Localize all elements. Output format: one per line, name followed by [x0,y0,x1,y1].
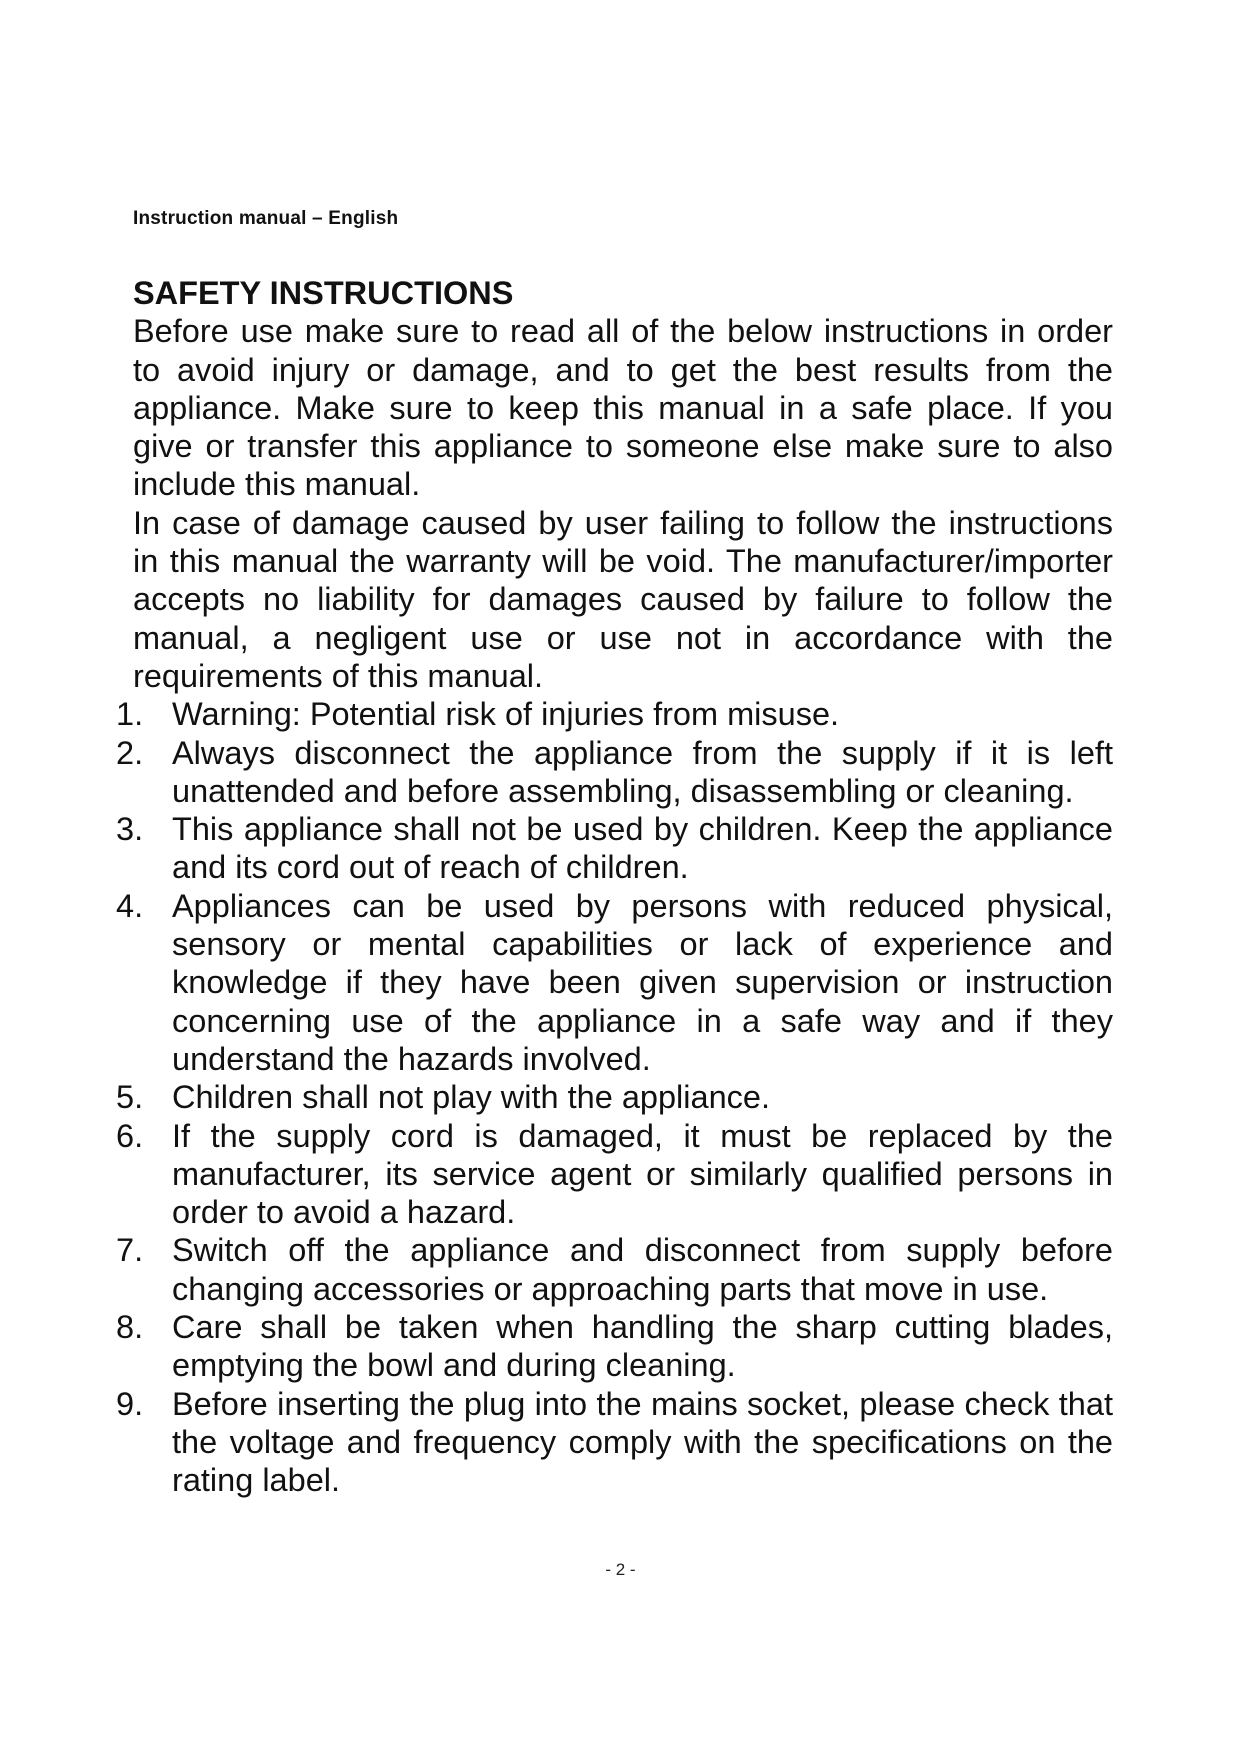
list-item-text: This appliance shall not be used by children. Keep the appliance and its cord out of reach of children. [172,811,1113,886]
list-item [116,734,1113,811]
list-item-text: Warning: Potential risk of injuries from misuse. [172,696,840,733]
list-item-number: 4. [116,887,144,924]
list-item-number: 6. [116,1117,144,1154]
safety-instructions-section [116,274,1113,1500]
list-item-number: 9. [116,1385,144,1422]
list-item [116,1385,1113,1500]
warranty-paragraph: In case of damage caused by user failing to follow the instructions in this manual the warranty will be void. The manufacturer/importer accepts no liability for damages caused by failure to follow the manual, a negligent use or use not in accordance with the requirements of this manual. [133,504,1113,694]
list-item-text: Care shall be taken when handling the sharp cutting blades, emptying the bowl and during cleaning. [172,1309,1113,1384]
list-item-text: If the supply cord is damaged, it must be replaced by the manufacturer, its service agent or similarly qualified persons in order to avoid a hazard. [172,1117,1113,1231]
list-item [116,1231,1113,1308]
safety-list [116,695,1113,1499]
list-item-text: Children shall not play with the appliance. [172,1079,770,1116]
list-item-text: Switch off the appliance and disconnect from supply before changing accessories or approaching parts that move in use. [172,1232,1113,1307]
list-item [116,810,1113,887]
list-item [116,887,1113,1078]
list-item-text: Always disconnect the appliance from the supply if it is left unattended and before assembling, disassembling or cleaning. [172,734,1113,809]
list-item [116,1078,1113,1116]
page-number: - 2 - [605,1560,636,1579]
list-item-number: 5. [116,1079,144,1116]
section-title: SAFETY INSTRUCTIONS [133,275,514,311]
list-item-number: 3. [116,811,144,848]
list-item [116,1308,1113,1385]
manual-language-header: Instruction manual – English [133,208,399,229]
intro-paragraph: Before use make sure to read all of the below instructions in order to avoid injury or damage, and to get the best results from the appliance. Make sure to keep this manual in a safe place. If you give or transfer this appliance to someone else make sure to also include this manual. [133,313,1113,503]
list-item [116,1117,1113,1232]
list-item-text: Before inserting the plug into the mains socket, please check that the voltage and frequency comply with the specifications on the rating label. [172,1385,1113,1499]
list-item [116,695,1113,733]
list-item-text: Appliances can be used by persons with reduced physical, sensory or mental capabilities or lack of experience and knowledge if they have been given supervision or instruction concerning use of the appliance in a safe way and if they understand the hazards involved. [172,887,1113,1077]
list-item-number: 2. [116,734,144,771]
list-item-number: 8. [116,1309,144,1346]
list-item-number: 7. [116,1232,144,1269]
list-item-number: 1. [116,696,144,733]
